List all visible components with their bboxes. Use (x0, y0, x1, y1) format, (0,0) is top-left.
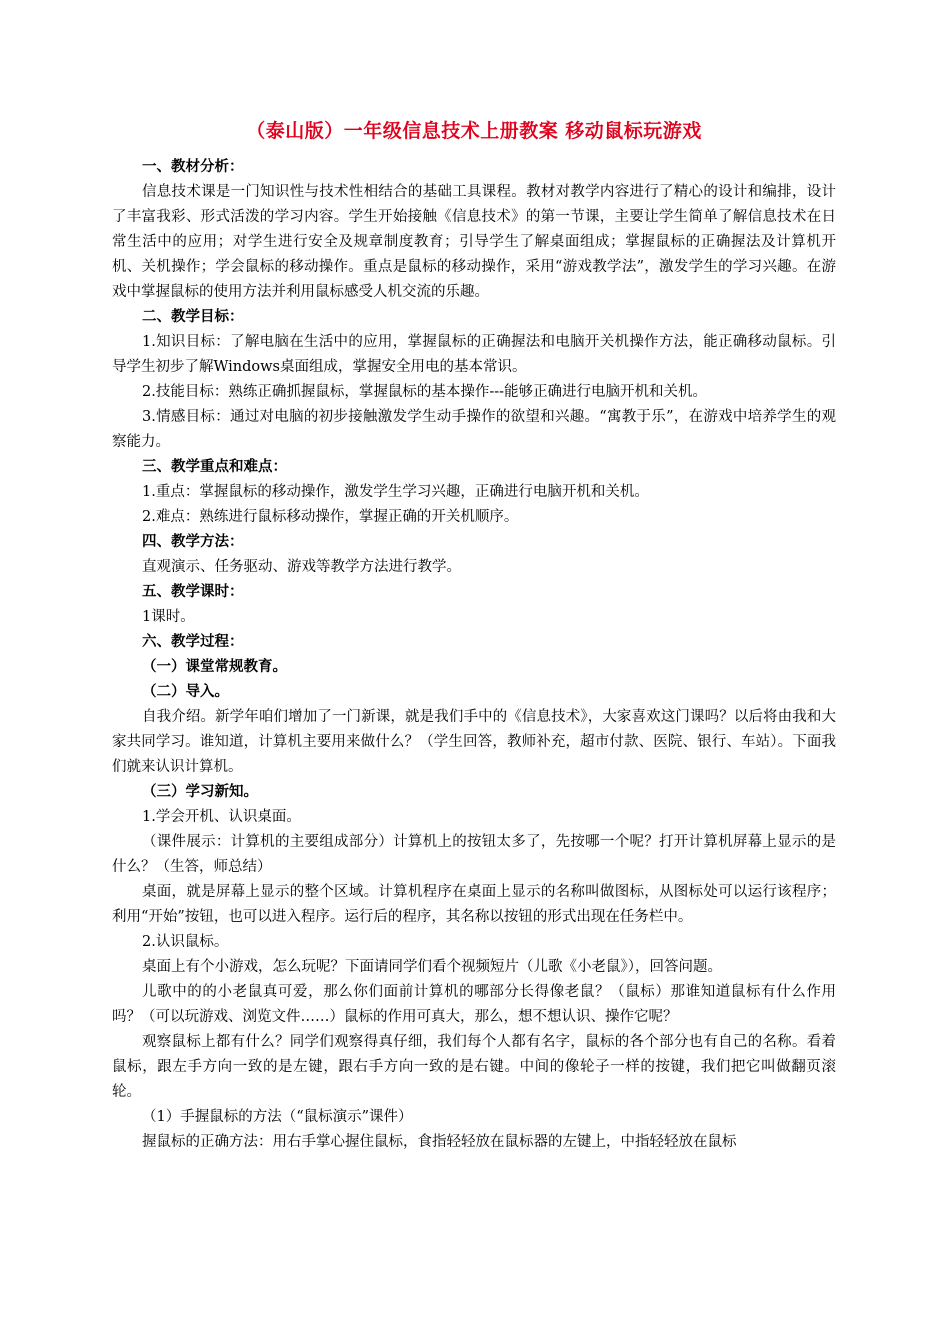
paragraph: 观察鼠标上都有什么？同学们观察得真仔细，我们每个人都有名字，鼠标的各个部分也有自己的名称。看着鼠标，跟左手方向一致的是左键，跟右手方向一致的是右键。中间的像轮子一样的按键，我们把它叫做翻页滚轮。 (112, 1034, 836, 1100)
paragraph: 1课时。 (142, 609, 195, 625)
paragraph: 1.学会开机、认识桌面。 (142, 809, 301, 825)
paragraph: 桌面上有个小游戏，怎么玩呢？下面请同学们看个视频短片（儿歌《小老鼠》），回答问题。 (142, 959, 722, 975)
paragraph: 儿歌中的的小老鼠真可爱，那么你们面前计算机的哪部分长得像老鼠？（鼠标）那谁知道鼠标有什么作用吗？（可以玩游戏、浏览文件……）鼠标的作用可真大，那么，想不想认识、操作它呢？ (112, 984, 836, 1025)
paragraph: 2.难点：熟练进行鼠标移动操作，掌握正确的开关机顺序。 (142, 509, 519, 525)
section-heading-teaching-goals: 二、教学目标： (142, 309, 244, 325)
subsection-heading: （三）学习新知。 (142, 784, 258, 800)
paragraph: 2.技能目标：熟练正确抓握鼠标，掌握鼠标的基本操作---能够正确进行电脑开机和关机。 (142, 384, 708, 400)
document-title: （泰山版）一年级信息技术上册教案 移动鼠标玩游戏 (246, 120, 702, 142)
section-heading-material-analysis: 一、教材分析： (142, 159, 244, 175)
paragraph: 握鼠标的正确方法：用右手掌心握住鼠标，食指轻轻放在鼠标器的左键上，中指轻轻放在鼠标 (142, 1134, 737, 1150)
section-heading-teaching-methods: 四、教学方法： (142, 534, 244, 550)
section-heading-class-hours: 五、教学课时： (142, 584, 244, 600)
paragraph: 1.知识目标：了解电脑在生活中的应用，掌握鼠标的正确握法和电脑开关机操作方法，能正确移动鼠标。引导学生初步了解Windows桌面组成，掌握安全用电的基本常识。 (112, 334, 836, 375)
section-heading-key-points: 三、教学重点和难点： (142, 459, 287, 475)
paragraph: （1）手握鼠标的方法（“鼠标演示”课件） (142, 1109, 413, 1125)
section-heading-teaching-process: 六、教学过程： (142, 634, 244, 650)
paragraph: 2.认识鼠标。 (142, 934, 229, 950)
subsection-heading: （二）导入。 (142, 684, 229, 700)
subsection-heading: （一）课堂常规教育。 (142, 659, 287, 675)
paragraph: 3.情感目标：通过对电脑的初步接触激发学生动手操作的欲望和兴趣。“寓教于乐”，在游戏中培养学生的观察能力。 (112, 409, 836, 450)
paragraph: 直观演示、任务驱动、游戏等教学方法进行教学。 (142, 559, 461, 575)
paragraph: 自我介绍。新学年咱们增加了一门新课，就是我们手中的《信息技术》，大家喜欢这门课吗？以后将由我和大家共同学习。谁知道，计算机主要用来做什么？（学生回答，教师补充，超市付款、医院、银行、车站）。下面我们就来认识计算机。 (112, 709, 836, 775)
paragraph: （课件展示：计算机的主要组成部分）计算机上的按钮太多了，先按哪一个呢？打开计算机屏幕上显示的是什么？（生答，师总结） (112, 834, 836, 875)
paragraph: 1.重点：掌握鼠标的移动操作，激发学生学习兴趣，正确进行电脑开机和关机。 (142, 484, 649, 500)
paragraph: 桌面，就是屏幕上显示的整个区域。计算机程序在桌面上显示的名称叫做图标，从图标处可以运行该程序；利用“开始”按钮，也可以进入程序。运行后的程序，其名称以按钮的形式出现在任务栏中。 (112, 884, 836, 925)
document-page (112, 118, 836, 1155)
paragraph: 信息技术课是一门知识性与技术性相结合的基础工具课程。教材对教学内容进行了精心的设计和编排，设计了丰富我彩、形式活泼的学习内容。学生开始接触《信息技术》的第一节课，主要让学生简单了解信息技术在日常生活中的应用；对学生进行安全及规章制度教育；引导学生了解桌面组成；掌握鼠标的正确握法及计算机开机、关机操作；学会鼠标的移动操作。重点是鼠标的移动操作，采用“游戏教学法”，激发学生的学习兴趣。在游戏中掌握鼠标的使用方法并利用鼠标感受人机交流的乐趣。 (112, 184, 836, 300)
